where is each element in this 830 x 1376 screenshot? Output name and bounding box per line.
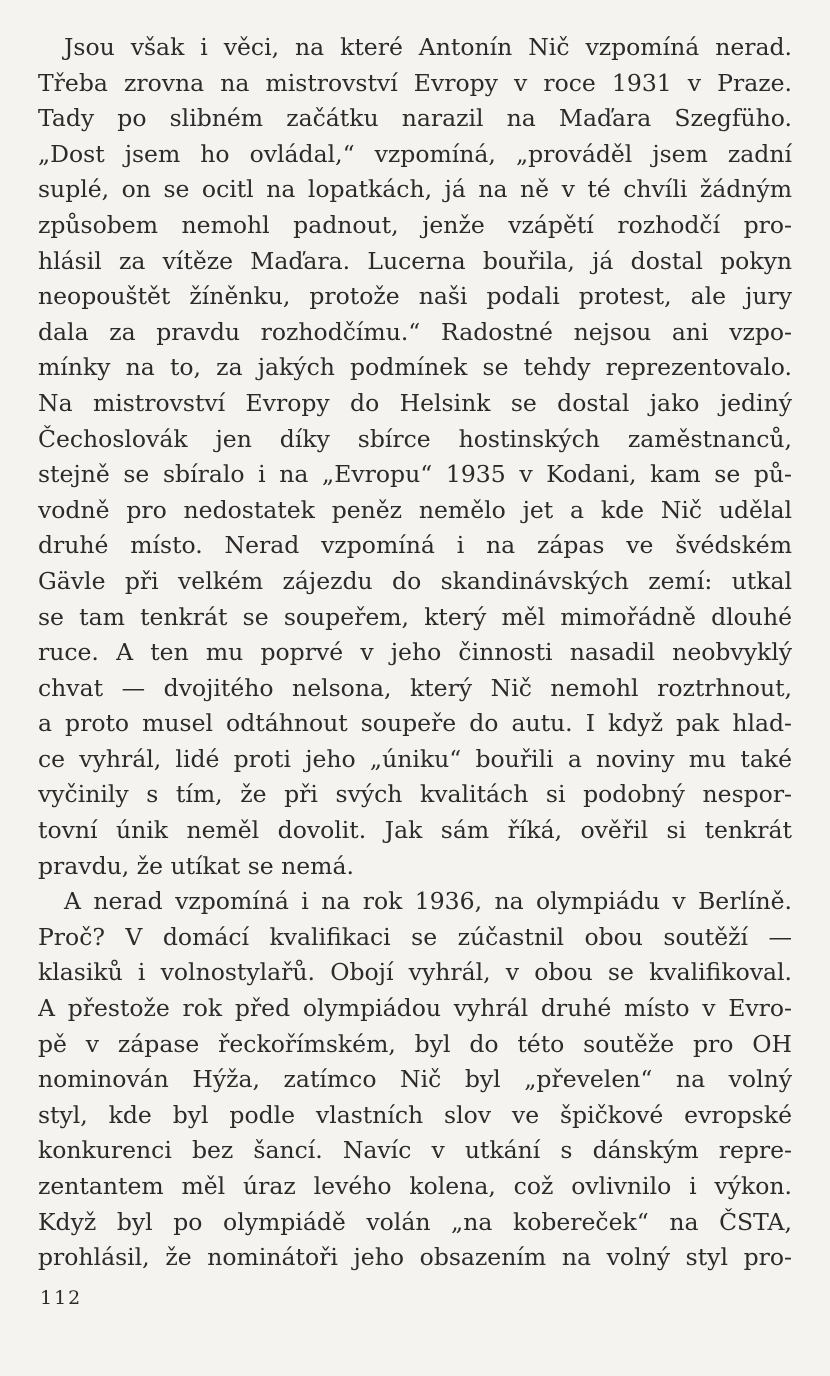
text-line: styl, kde byl podle vlastních slov ve špičkové evropské [38, 1100, 792, 1129]
text-line: tovní únik neměl dovolit. Jak sám říká, ověřil si tenkrát [38, 816, 792, 845]
text-line: zentantem měl úraz levého kolena, což ovlivnilo i výkon. [38, 1172, 792, 1200]
text-line: Tady po slibném začátku narazil na Maďara Szegfüho. [38, 104, 792, 133]
body-text [38, 30, 792, 1276]
text-line: způsobem nemohl padnout, jenže vzápětí rozhodčí pro- [38, 210, 792, 239]
text-line: Když byl po olympiádě volán „na kobereček“ na ČSTA, [38, 1207, 792, 1236]
text-line: Gävle při velkém zájezdu do skandinávských zemí: utkal [38, 566, 792, 595]
text-line: a proto musel odtáhnout soupeře do autu. I když pak hlad- [38, 709, 792, 738]
text-line: pravdu, že utíkat se nemá. [38, 851, 354, 880]
text-line: konkurenci bez šancí. Navíc v utkání s dánským repre- [38, 1136, 792, 1165]
text-line: stejně se sbíralo i na „Evropu“ 1935 v Kodani, kam se pů- [38, 460, 792, 489]
text-line: dala za pravdu rozhodčímu.“ Radostné nejsou ani vzpo- [38, 317, 792, 346]
text-line: ruce. A ten mu poprvé v jeho činnosti nasadil neobvyklý [38, 638, 792, 667]
text-line: prohlásil, že nominátoři jeho obsazením na volný styl pro- [38, 1243, 792, 1272]
text-line: Čechoslovák jen díky sbírce hostinských zaměstnanců, [38, 424, 792, 453]
text-line: hlásil za vítěze Maďara. Lucerna bouřila, já dostal pokyn [38, 246, 792, 275]
text-line: mínky na to, za jakých podmínek se tehdy reprezentovalo. [38, 353, 792, 382]
text-line: klasiků i volnostylařů. Obojí vyhrál, v obou se kvalifikoval. [38, 958, 792, 987]
page-number: 112 [40, 1287, 83, 1309]
text-line: vyčinily s tím, že při svých kvalitách si podobný nespor- [38, 780, 792, 809]
text-line: vodně pro nedostatek peněz nemělo jet a kde Nič udělal [38, 495, 792, 524]
text-line: chvat — dvojitého nelsona, který Nič nemohl roztrhnout, [38, 673, 792, 702]
text-line: neopouštět žíněnku, protože naši podali protest, ale jury [38, 282, 792, 311]
text-line: Proč? V domácí kvalifikaci se zúčastnil obou soutěží — [38, 922, 792, 951]
text-line: A přestože rok před olympiádou vyhrál druhé místo v Evro- [38, 994, 792, 1023]
text-line: „Dost jsem ho ovládal,“ vzpomíná, „prováděl jsem zadní [38, 139, 792, 168]
text-line: suplé, on se ocitl na lopatkách, já na ně v té chvíli žádným [38, 175, 792, 204]
text-line: ce vyhrál, lidé proti jeho „úniku“ bouřili a noviny mu také [38, 744, 792, 773]
text-line: Na mistrovství Evropy do Helsink se dostal jako jediný [38, 388, 792, 417]
text-line: druhé místo. Nerad vzpomíná i na zápas ve švédském [38, 531, 792, 560]
text-line: se tam tenkrát se soupeřem, který měl mimořádně dlouhé [38, 602, 792, 631]
text-line: nominován Hýža, zatímco Nič byl „převelen“ na volný [38, 1065, 792, 1094]
text-line: Třeba zrovna na mistrovství Evropy v roce 1931 v Praze. [38, 68, 792, 97]
text-line: pě v zápase řeckořímském, byl do této soutěže pro OH [38, 1029, 792, 1058]
text-line: Jsou však i věci, na které Antonín Nič vzpomíná nerad. [64, 33, 792, 61]
text-line: A nerad vzpomíná i na rok 1936, na olympiádu v Berlíně. [64, 887, 792, 916]
